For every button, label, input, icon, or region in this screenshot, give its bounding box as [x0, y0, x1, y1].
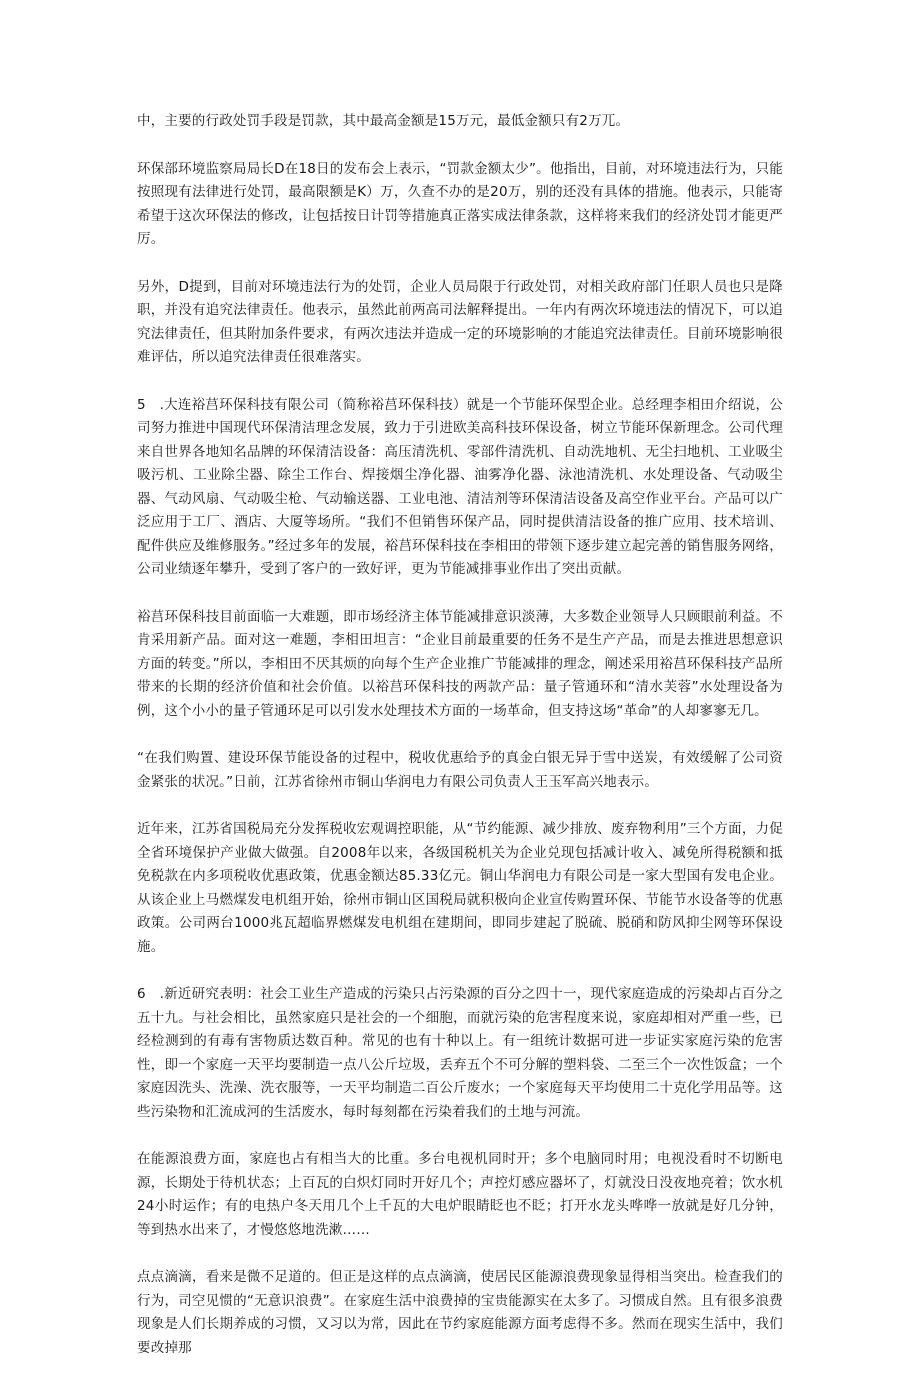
document-body	[137, 110, 783, 1384]
paragraph-3: 另外，D提到，目前对环境违法行为的处罚，企业人员局限于行政处罚，对相关政府部门任职人员也只是降职，并没有追究法律责任。他表示，虽然此前两高司法解释提出。一年内有两次环境违法的情况下，可以追究法律责任，但其附加条件要求，有两次违法并造成一定的环境影响的才能追究法律责任。目前环境影响很难评估，所以追究法律责任很难落实。	[137, 278, 783, 365]
paragraph-4: 5 .大连裕莒环保科技有限公司（简称裕莒环保科技）就是一个节能环保型企业。总经理李相田介绍说，公司努力推进中国现代环保清洁理念发展，致力于引进欧美高科技环保设备，树立节能环保新理念。公司代理来自世界各地知名品牌的环保清洁设备：高压清洗机、零部件清洗机、自动洗地机、无尘扫地机、工业吸尘吸污机、工业除尘器、除尘工作台、焊接烟尘净化器、油雾净化器、泳池清洗机、水处理设备、气动吸尘器、气动风扇、气动吸尘枪、气动输送器、工业电池、清洁剂等环保清洁设备及高空作业平台。产品可以广泛应用于工厂、酒店、大厦等场所。“我们不但销售环保产品，同时提供清洁设备的推广应用、技术培训、配件供应及维修服务。”经过多年的发展，裕莒环保科技在李相田的带领下逐步建立起完善的销售服务网络，公司业绩逐年攀升，受到了客户的一致好评，更为节能减排事业作出了突出贡献。	[137, 396, 783, 577]
paragraph-1: 中，主要的行政处罚手段是罚款，其中最高金额是15万元，最低金额只有2万兀。	[137, 113, 630, 129]
paragraph-6: “在我们购置、建设环保节能设备的过程中，税收优惠给予的真金白银无异于雪中送炭，有效缓解了公司资金紧张的状况。”日前，江苏省徐州市铜山华润电力有限公司负责人王玉军高兴地表示。	[137, 750, 783, 790]
paragraph-10: 点点滴滴，看来是微不足道的。但正是这样的点点滴滴，使居民区能源浪费现象显得相当突出。检查我们的行为，司空见惯的“无意识浪费”。在家庭生活中浪费掉的宝贵能源实在太多了。习惯成自然。且有很多浪费现象是人们长期养成的习惯，又习以为常，因此在节约家庭能源方面考虑得不多。然而在现实生活中，我们要改掉那	[137, 1269, 783, 1356]
paragraph-9: 在能源浪费方面，家庭也占有相当大的比重。多台电视机同时开；多个电脑同时用；电视没看时不切断电源，长期处于待机状态；上百瓦的白炽灯同时开好几个；声控灯感应器坏了，灯就没日没夜地亮着；饮水机24小时运作；有的电热户冬天用几个上千瓦的大电炉眼睛眨也不眨；打开水龙头哗哗一放就是好几分钟，等到热水出来了，才慢悠悠地洗漱……	[137, 1151, 783, 1238]
paragraph-5: 裕莒环保科技目前面临一大难题，即市场经济主体节能减排意识淡薄，大多数企业领导人只顾眼前利益。不肯采用新产品。面对这一难题，李相田坦言：“企业目前最重要的任务不是生产产品，而是去推进思想意识方面的转变。”所以，李相田不厌其烦的向每个生产企业推广节能减排的理念，阐述采用裕莒环保科技产品所带来的长期的经济价值和社会价值。以裕莒环保科技的两款产品：量子管通环和“清水芙蓉”水处理设备为例，这个小小的量子管通环足可以引发水处理技术方面的一场革命，但支持这场“革命”的人却寥寥无几。	[137, 608, 783, 719]
paragraph-7: 近年来，江苏省国税局充分发挥税收宏观调控职能，从“节约能源、减少排放、废弃物利用”三个方面，力促全省环境保护产业做大做强。自2008年以来，各级国税机关为企业兑现包括减计收入、减免所得税额和抵免税款在内多项税收优惠政策，优惠金额达85.33亿元。铜山华润电力有限公司是一家大型国有发电企业。从该企业上马燃煤发电机组开始，徐州市铜山区国税局就积极向企业宣传购置环保、节能节水设备等的优惠政策。公司两台1000兆瓦超临界燃煤发电机组在建期间，即同步建起了脱硫、脱硝和防风抑尘网等环保设施。	[137, 821, 783, 955]
paragraph-8: 6 .新近研究表明：社会工业生产造成的污染只占污染源的百分之四十一，现代家庭造成的污染却占百分之五十九。与社会相比，虽然家庭只是社会的一个细胞，而就污染的危害程度来说，家庭却相对严重一些，已经检测到的有毒有害物质达数百种。常见的也有十种以上。有一组统计数据可进一步证实家庭污染的危害性，即一个家庭一天平均要制造一点八公斤垃圾，丢弃五个不可分解的塑料袋、二至三个一次性饭盒；一个家庭因洗头、洗澡、洗衣服等，一天平均制造二百公斤废水；一个家庭每天平均使用二十克化学用品等。这些污染物和汇流成河的生活废水，每时每刻都在污染着我们的土地与河流。	[137, 986, 783, 1120]
paragraph-2: 环保部环境监察局局长D在18日的发布会上表示，“罚款金额太少”。他指出，目前，对环境违法行为，只能按照现有法律进行处罚，最高限额是K）万，久查不办的是20万，别的还没有具体的措施。他表示，只能寄希望于这次环保法的修改，让包括按日计罚等措施真正落实成法律条款，这样将来我们的经济处罚才能更严厉。	[137, 160, 783, 247]
